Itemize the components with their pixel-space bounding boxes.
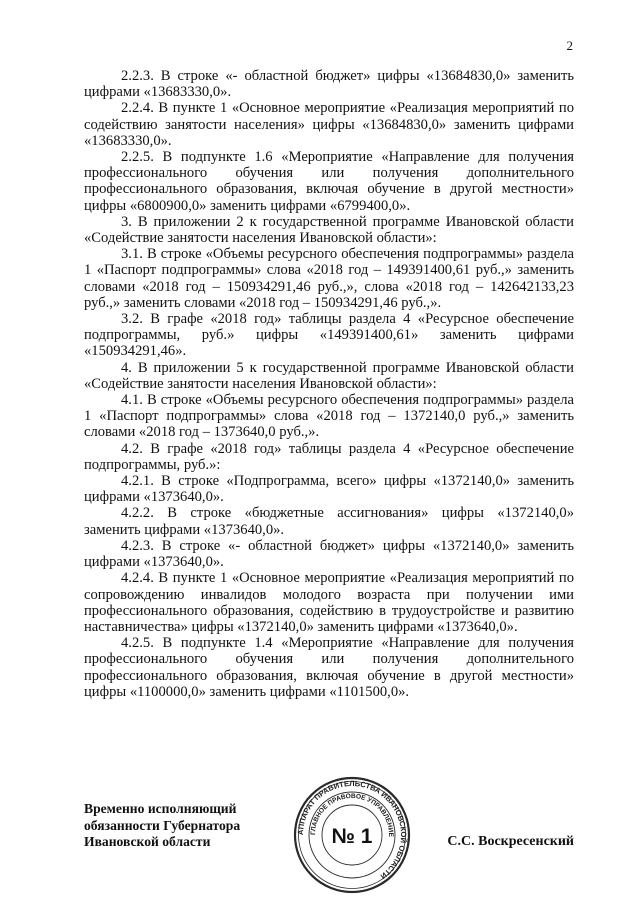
seal-number: № 1 [331,825,373,848]
signature-block [84,778,574,893]
paragraph-4-1: 4.1. В строке «Объемы ресурсного обеспечения подпрограммы» раздела 1 «Паспорт подпрограммы» слова «2018 год – 1372140,0 руб.,» заменить словами «2018 год – 1373640,0 руб.,». [84,392,574,441]
paragraph-4-2-2: 4.2.2. В строке «бюджетные ассигнования» цифры «1372140,0» заменить цифрами «1373640,0». [84,505,574,538]
paragraph-4-2-5: 4.2.5. В подпункте 1.4 «Мероприятие «Направление для получения профессионального обучения или получения дополнительного профессионального образования, включая обучение в другой местности» цифры «1100000,0» заменить цифрами «1101500,0». [84,635,574,700]
paragraph-2-2-3: 2.2.3. В строке «- областной бюджет» цифры «13684830,0» заменить цифрами «13683330,0». [84,68,574,101]
seal-inner-text: ГЛАВНОЕ ПРАВОВОЕ УПРАВЛЕНИЕ [309,792,395,837]
paragraph-4: 4. В приложении 5 к государственной программе Ивановской области «Содействие занятости населения Ивановской области»: [84,359,574,392]
document-body [84,68,574,700]
paragraph-4-2-3: 4.2.3. В строке «- областной бюджет» цифры «1372140,0» заменить цифрами «1373640,0». [84,537,574,571]
paragraph-4-2-1: 4.2.1. В строке «Подпрограмма, всего» цифры «1372140,0» заменить цифрами «1373640,0». [84,473,574,506]
paragraph-3-1: 3.1. В строке «Объемы ресурсного обеспечения подпрограммы» раздела 1 «Паспорт подпрограммы» слова «2018 год – 149391400,61 руб.,» заменить словами «2018 год – 150934291,46 руб.,», слова «2018 год – 142642133,23 руб.,» заменить словами «2018 год – 150934291,46 руб.,». [84,246,574,311]
paragraph-3-2: 3.2. В графе «2018 год» таблицы раздела 4 «Ресурсное обеспечение подпрограммы, руб.» цифры «149391400,61» заменить цифрами «150934291,46». [84,311,574,360]
paragraph-2-2-4: 2.2.4. В пункте 1 «Основное мероприятие «Реализация мероприятий по содействию занятости населения» цифры «13684830,0» заменить цифрами «13683330,0». [84,100,574,149]
paragraph-4-2-4: 4.2.4. В пункте 1 «Основное мероприятие «Реализация мероприятий по сопровождению инвалидов молодого возраста при получении ими профессионального образования, содействию в трудоустройстве и развитию наставничества» цифры «1372140,0» заменить цифрами «1373640,0». [84,570,574,635]
official-seal [292,775,412,895]
paragraph-3: 3. В приложении 2 к государственной программе Ивановской области «Содействие занятости населения Ивановской области»: [84,213,574,247]
paragraph-2-2-5: 2.2.5. В подпункте 1.6 «Мероприятие «Направление для получения профессионального обучения или получения дополнительного профессионального образования, включая обучение в другой местности» цифры «6800900,0» заменить цифрами «6799400,0». [84,149,574,214]
signer-title [84,801,240,851]
signer-name: С.С. Воскресенский [447,834,574,849]
signer-title-line: Временно исполняющий [84,801,237,816]
paragraph-4-2: 4.2. В графе «2018 год» таблицы раздела 4 «Ресурсное обеспечение подпрограммы, руб.»: [84,440,574,473]
page-number: 2 [566,38,573,53]
seal-outer-text: АППАРАТ ПРАВИТЕЛЬСТВА ИВАНОВСКОЙ ОБЛАСТИ [295,778,409,881]
signer-title-line: обязанности Губернатора [84,817,241,833]
signer-title-line: Ивановской области [84,834,211,849]
